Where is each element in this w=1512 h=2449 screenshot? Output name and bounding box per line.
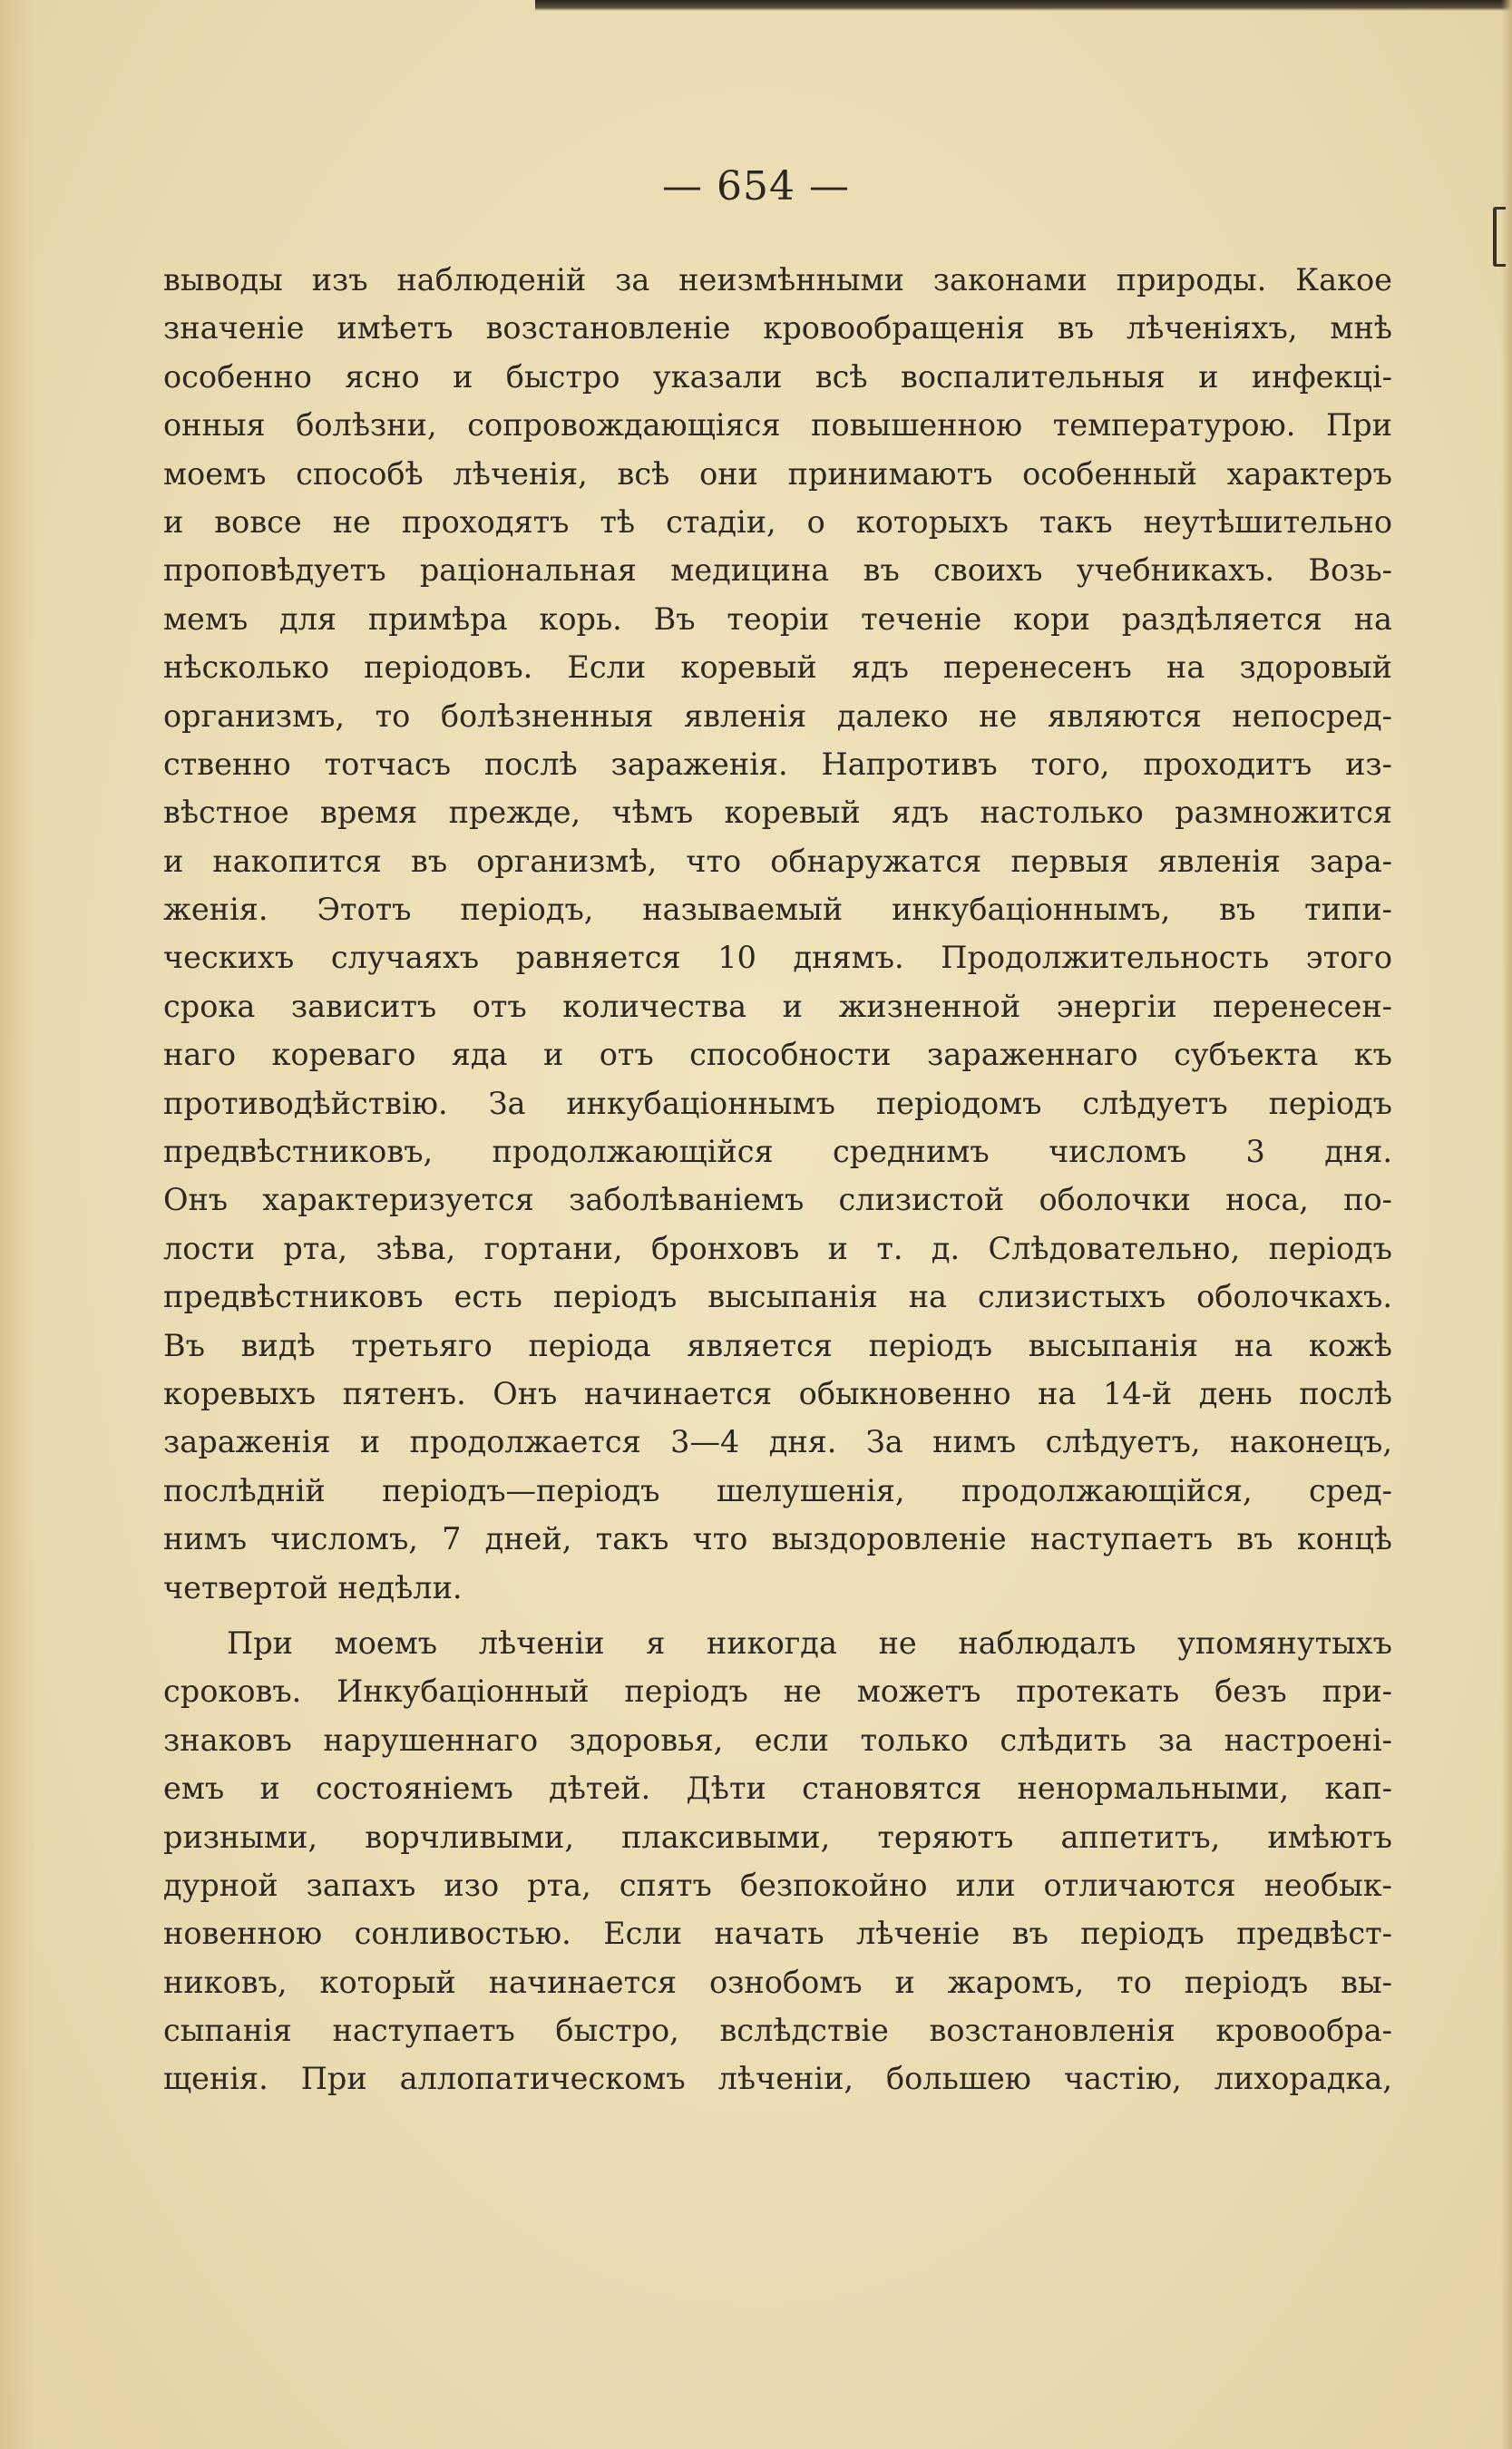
- paragraph: [163, 256, 1392, 1612]
- text-line: выводы изъ наблюденій за неизмѣнными законами природы. Какое: [163, 262, 1392, 298]
- text-line: ризными, ворчливыми, плаксивыми, теряютъ аппетитъ, имѣютъ: [163, 1819, 1392, 1855]
- text-line: четвертой недѣли.: [163, 1569, 463, 1605]
- text-line: Онъ характеризуется заболѣваніемъ слизистой оболочки носа, по-: [163, 1182, 1392, 1218]
- top-page-edge-shadow: [535, 0, 1512, 11]
- text-line: особенно ясно и быстро указали всѣ воспалительныя и инфекці-: [163, 358, 1392, 395]
- text-line: сроковъ. Инкубаціонный періодъ не можетъ протекать безъ при-: [163, 1673, 1392, 1710]
- text-line: нимъ числомъ, 7 дней, такъ что выздоровленіе наступаетъ въ концѣ: [163, 1521, 1392, 1557]
- text-line: и накопится въ организмѣ, что обнаружатся первыя явленія зара-: [163, 843, 1392, 879]
- paragraph: [163, 1619, 1392, 2103]
- text-line: организмъ, то болѣзненныя явленія далеко не являются непосред-: [163, 698, 1392, 734]
- text-line: никовъ, который начинается ознобомъ и жаромъ, то періодъ вы-: [163, 1964, 1392, 2000]
- right-page-edge: [1501, 0, 1512, 2449]
- text-line: онныя болѣзни, сопровождающіяся повышенною температурою. При: [163, 407, 1392, 444]
- text-line: знаковъ нарушеннаго здоровья, если только слѣдить за настроені-: [163, 1722, 1392, 1758]
- text-line: и вовсе не проходятъ тѣ стадіи, о которыхъ такъ неутѣшительно: [163, 503, 1392, 540]
- body-text: [163, 256, 1392, 2103]
- text-line: послѣдній періодъ—періодъ шелушенія, продолжающійся, сред-: [163, 1472, 1392, 1508]
- text-line: предвѣстниковъ, продолжающійся среднимъ числомъ 3 дня.: [163, 1134, 1392, 1170]
- text-line: проповѣдуетъ раціональная медицина въ своихъ учебникахъ. Возь-: [163, 552, 1392, 589]
- text-line: При моемъ лѣченіи я никогда не наблюдалъ упомянутыхъ: [227, 1625, 1392, 1661]
- text-line: дурной запахъ изо рта, спятъ безпокойно или отличаются необык-: [163, 1867, 1392, 1903]
- text-line: нѣсколько періодовъ. Если коревый ядъ перенесенъ на здоровый: [163, 649, 1392, 686]
- text-line: противодѣйствію. За инкубаціоннымъ періодомъ слѣдуетъ періодъ: [163, 1085, 1392, 1121]
- text-line: новенною сонливостью. Если начать лѣченіе въ періодъ предвѣст-: [163, 1916, 1392, 1952]
- text-line: емъ и состояніемъ дѣтей. Дѣти становятся ненормальными, кап-: [163, 1771, 1392, 1807]
- text-line: лости рта, зѣва, гортани, бронховъ и т. д. Слѣдовательно, періодъ: [163, 1230, 1392, 1266]
- paragraph-gap: [163, 1612, 1392, 1619]
- text-line: значеніе имѣетъ возстановленіе кровообращенія въ лѣченіяхъ, мнѣ: [163, 310, 1392, 346]
- text-line: женія. Этотъ періодъ, называемый инкубаціоннымъ, въ типи-: [163, 892, 1392, 928]
- text-line: наго кореваго яда и отъ способности зараженнаго субъекта къ: [163, 1037, 1392, 1073]
- left-page-edge: [0, 0, 36, 2449]
- text-line: зараженія и продолжается 3—4 дня. За нимъ слѣдуетъ, наконецъ,: [163, 1424, 1392, 1460]
- text-line: срока зависитъ отъ количества и жизненной энергіи перенесен-: [163, 988, 1392, 1024]
- margin-bracket-mark: [1493, 207, 1506, 267]
- text-line: сыпанія наступаетъ быстро, вслѣдствіе возстановленія кровообра-: [163, 2013, 1392, 2049]
- text-line: ственно тотчасъ послѣ зараженія. Напротивъ того, проходитъ из-: [163, 746, 1392, 782]
- text-line: Въ видѣ третьяго періода является періодъ высыпанія на кожѣ: [163, 1327, 1392, 1363]
- text-line: моемъ способѣ лѣченія, всѣ они принимаютъ особенный характеръ: [163, 455, 1392, 492]
- text-line: коревыхъ пятенъ. Онъ начинается обыкновенно на 14-й день послѣ: [163, 1375, 1392, 1411]
- page-number: — 654 —: [662, 163, 850, 210]
- text-line: ческихъ случаяхъ равняется 10 днямъ. Продолжительность этого: [163, 940, 1392, 976]
- text-line: щенія. При аллопатическомъ лѣченіи, большею частію, лихорадка,: [163, 2061, 1392, 2097]
- text-line: мемъ для примѣра корь. Въ теоріи теченіе кори раздѣляется на: [163, 600, 1392, 637]
- text-line: вѣстное время прежде, чѣмъ коревый ядъ настолько размножится: [163, 795, 1392, 831]
- text-line: предвѣстниковъ есть періодъ высыпанія на слизистыхъ оболочкахъ.: [163, 1279, 1392, 1315]
